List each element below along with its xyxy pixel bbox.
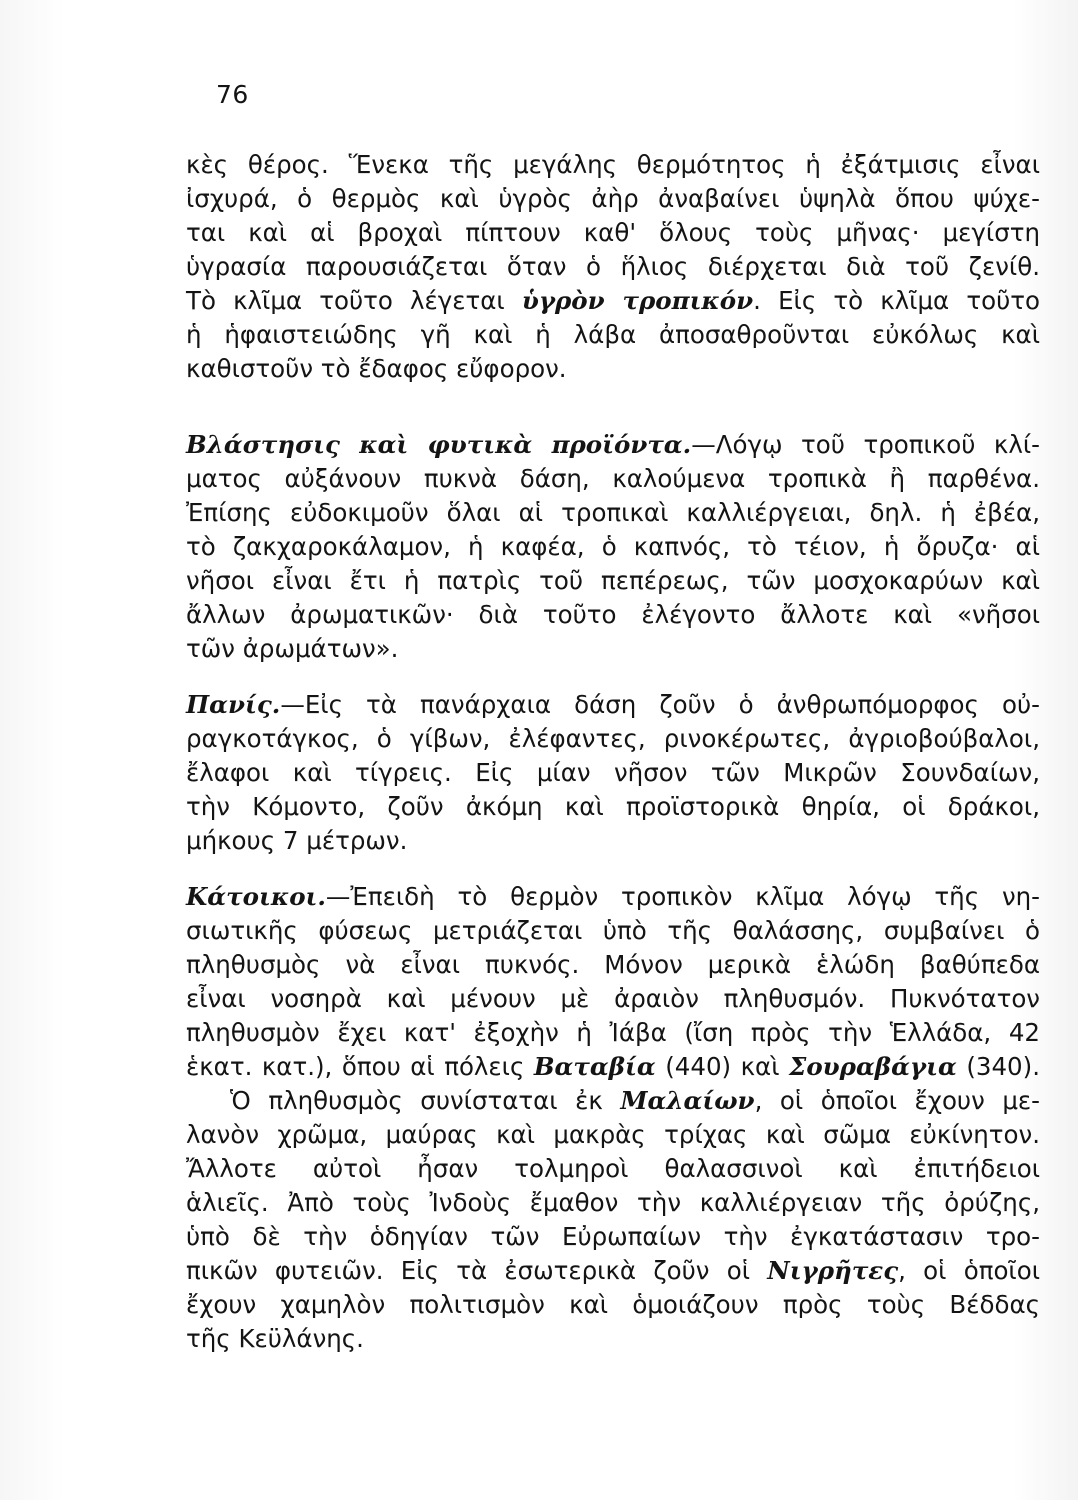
emphasis-term: ὑγρὸν τροπικόν (521, 286, 754, 315)
text-line: εἶναι νοσηρὰ καὶ μένουν μὲ ἀραιὸν πληθυσμόν. Πυκνότατον (186, 984, 1040, 1013)
paragraph-inhabitants (186, 880, 1040, 1356)
text-segment: (340). (956, 1052, 1040, 1081)
text-segment: (440) καὶ (655, 1052, 789, 1081)
text-line (186, 284, 1040, 318)
text-line: Ἐπίσης εὐδοκιμοῦν ὅλαι αἱ τροπικαὶ καλλιέργειαι, δηλ. ἡ ἐβέα, (186, 498, 1040, 527)
city-name: Βαταβία (533, 1052, 656, 1081)
paragraph-climate (186, 148, 1040, 386)
text-line: τὴν Κόμοντο, ζοῦν ἀκόμη καὶ προϊστορικὰ θηρία, οἱ δράκοι, (186, 792, 1040, 821)
text-segment: —Ἐπειδὴ τὸ θερμὸν τροπικὸν κλῖμα λόγῳ τῆς νη- (325, 882, 1040, 911)
text-line: ἄλλων ἀρωματικῶν· διὰ τοῦτο ἐλέγοντο ἄλλοτε καὶ «νῆσοι (186, 600, 1040, 629)
text-line: πληθυσμὸς νὰ εἶναι πυκνός. Μόνον μερικὰ ἑλώδη βαθύπεδα (186, 950, 1040, 979)
text-segment: Ὁ πληθυσμὸς συνίσταται ἐκ (230, 1086, 621, 1115)
paragraph-vegetation (186, 428, 1040, 666)
text-segment: , οἱ ὁποῖοι ἔχουν με- (754, 1086, 1041, 1115)
text-line (186, 1050, 1040, 1084)
text-segment: —Εἰς τὰ πανάρχαια δάση ζοῦν ὁ ἀνθρωπόμορφος οὐ- (280, 690, 1040, 719)
text-line: ἡ ἡφαιστειώδης γῆ καὶ ἡ λάβα ἀποσαθροῦνται εὐκόλως καὶ (186, 320, 1040, 349)
text-line: ὑγρασία παρουσιάζεται ὅταν ὁ ἥλιος διέρχεται διὰ τοῦ ζενίθ. (186, 252, 1040, 281)
page-number: 76 (216, 80, 249, 109)
text-segment: , οἱ ὁποῖοι (898, 1256, 1040, 1285)
text-line: ἔχουν χαμηλὸν πολιτισμὸν καὶ ὁμοιάζουν πρὸς τοὺς Βέδδας (186, 1290, 1040, 1319)
text-segment: —Λόγῳ τοῦ τροπικοῦ κλί- (691, 430, 1040, 459)
text-line (186, 880, 1040, 914)
text-line (186, 688, 1040, 722)
people-name: Νιγρῆτες (767, 1256, 899, 1285)
text-line (186, 1254, 1040, 1288)
text-line: ἁλιεῖς. Ἀπὸ τοὺς Ἰνδοὺς ἔμαθον τὴν καλλιέργειαν τῆς ὀρύζης, (186, 1188, 1040, 1217)
city-name: Σουραβάγια (789, 1052, 957, 1081)
text-line: ἰσχυρά, ὁ θερμὸς καὶ ὑγρὸς ἀὴρ ἀναβαίνει ὑψηλὰ ὅπου ψύχε- (186, 184, 1040, 213)
text-line: καθιστοῦν τὸ ἔδαφος εὔφορον. (186, 354, 567, 383)
text-line: ἔλαφοι καὶ τίγρεις. Εἰς μίαν νῆσον τῶν Μικρῶν Σουνδαίων, (186, 758, 1040, 787)
text-segment: Τὸ κλῖμα τοῦτο λέγεται (186, 286, 522, 315)
text-line: νῆσοι εἶναι ἔτι ἡ πατρὶς τοῦ πεπέρεως, τῶν μοσχοκαρύων καὶ (186, 566, 1040, 595)
section-heading: Βλάστησις καὶ φυτικὰ προϊόντα. (186, 430, 692, 459)
text-line: ὑπὸ δὲ τὴν ὁδηγίαν τῶν Εὐρωπαίων τὴν ἐγκατάστασιν τρο- (186, 1222, 1040, 1251)
section-heading: Κάτοικοι. (186, 882, 326, 911)
section-heading: Πανίς. (186, 690, 281, 719)
text-line: σιωτικῆς φύσεως μετριάζεται ὑπὸ τῆς θαλάσσης, συμβαίνει ὁ (186, 916, 1040, 945)
text-segment: πικῶν φυτειῶν. Εἰς τὰ ἐσωτερικὰ ζοῦν οἱ (186, 1256, 768, 1285)
text-line (186, 1084, 1040, 1118)
text-line: ματος αὐξάνουν πυκνὰ δάση, καλούμενα τροπικὰ ἢ παρθένα. (186, 464, 1040, 493)
paragraph-fauna (186, 688, 1040, 858)
people-name: Μαλαίων (620, 1086, 755, 1115)
text-line: πληθυσμὸν ἔχει κατ' ἐξοχὴν ἡ Ἰάβα (ἴση πρὸς τὴν Ἑλλάδα, 42 (186, 1018, 1040, 1047)
text-line: κὲς θέρος. Ἕνεκα τῆς μεγάλης θερμότητος ἡ ἐξάτμισις εἶναι (186, 150, 1040, 179)
text-line: ραγκοτάγκος, ὁ γίβων, ἐλέφαντες, ρινοκέρωτες, ἀγριοβούβαλοι, (186, 724, 1040, 753)
text-segment: . Εἰς τὸ κλῖμα τοῦτο (753, 286, 1041, 315)
text-line: τὸ ζακχαροκάλαμον, ἡ καφέα, ὁ καπνός, τὸ τέιον, ἡ ὄρυζα· αἱ (186, 532, 1040, 561)
text-segment: ἑκατ. κατ.), ὅπου αἱ πόλεις (186, 1052, 534, 1081)
text-line (186, 428, 1040, 462)
text-line: Ἄλλοτε αὐτοὶ ἦσαν τολμηροὶ θαλασσινοὶ καὶ ἐπιτήδειοι (186, 1154, 1040, 1183)
text-line: λανὸν χρῶμα, μαύρας καὶ μακρὰς τρίχας καὶ σῶμα εὐκίνητον. (186, 1120, 1040, 1149)
text-line: τῆς Κεϋλάνης. (186, 1324, 364, 1353)
text-line: ται καὶ αἱ βροχαὶ πίπτουν καθ' ὅλους τοὺς μῆνας· μεγίστη (186, 218, 1040, 247)
text-line: μήκους 7 μέτρων. (186, 826, 408, 855)
text-line: τῶν ἀρωμάτων». (186, 634, 399, 663)
